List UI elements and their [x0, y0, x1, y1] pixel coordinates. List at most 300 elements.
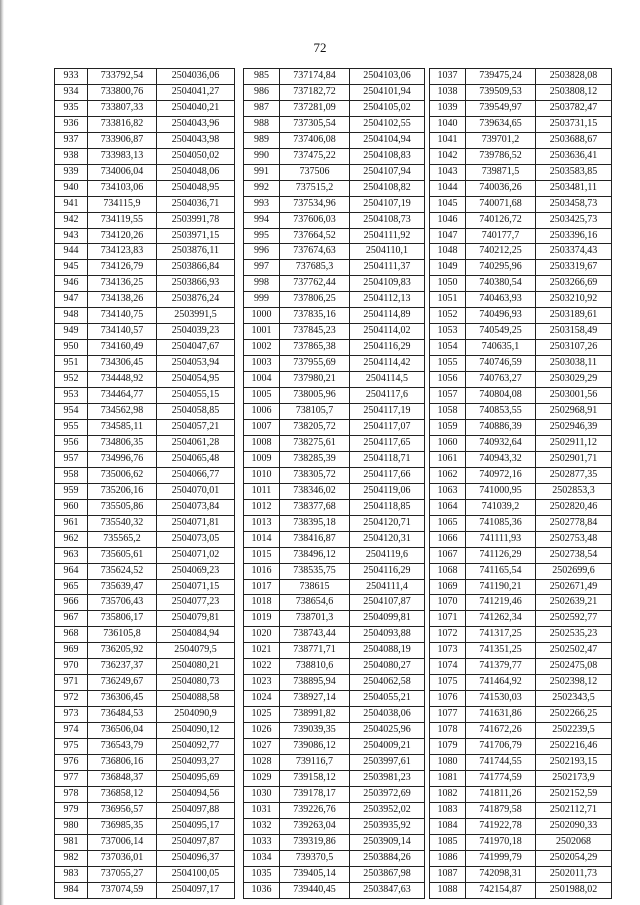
point-number-cell: 1065 — [430, 515, 466, 531]
x-coordinate-cell: 738275,61 — [280, 435, 350, 451]
y-coordinate-cell: 2504084,94 — [157, 627, 235, 643]
y-coordinate-cell: 2503867,98 — [350, 866, 425, 882]
point-number-cell: 981 — [55, 834, 88, 850]
y-coordinate-cell: 2503731,15 — [536, 116, 612, 132]
x-coordinate-cell: 742098,31 — [466, 866, 536, 882]
point-number-cell: 1040 — [430, 116, 466, 132]
table-row — [430, 563, 612, 579]
y-coordinate-cell: 2502671,49 — [536, 579, 612, 595]
point-number-cell: 1016 — [244, 563, 280, 579]
y-coordinate-cell: 2503972,69 — [350, 786, 425, 802]
table-row — [430, 723, 612, 739]
x-coordinate-cell: 734562,98 — [88, 404, 157, 420]
point-number-cell: 1050 — [430, 276, 466, 292]
table-row — [244, 340, 425, 356]
point-number-cell: 1068 — [430, 563, 466, 579]
y-coordinate-cell: 2504048,95 — [157, 180, 235, 196]
table-row — [430, 531, 612, 547]
point-number-cell: 1056 — [430, 372, 466, 388]
y-coordinate-cell: 2503866,84 — [157, 260, 235, 276]
x-coordinate-cell: 741970,18 — [466, 834, 536, 850]
y-coordinate-cell: 2504097,88 — [157, 802, 235, 818]
y-coordinate-cell: 2503458,73 — [536, 196, 612, 212]
x-coordinate-cell: 739263,04 — [280, 818, 350, 834]
table-row — [430, 404, 612, 420]
table-row — [244, 372, 425, 388]
table-row — [55, 739, 235, 755]
point-number-cell: 1019 — [244, 611, 280, 627]
table-row — [55, 483, 235, 499]
table-row — [430, 643, 612, 659]
table-row — [244, 69, 425, 85]
x-coordinate-cell: 736848,37 — [88, 770, 157, 786]
y-coordinate-cell: 2503636,41 — [536, 148, 612, 164]
point-number-cell: 937 — [55, 132, 88, 148]
y-coordinate-cell: 2504079,81 — [157, 611, 235, 627]
y-coordinate-cell: 2504061,28 — [157, 435, 235, 451]
y-coordinate-cell: 2504090,9 — [157, 707, 235, 723]
point-number-cell: 945 — [55, 260, 88, 276]
y-coordinate-cell: 2503688,67 — [536, 132, 612, 148]
point-number-cell: 938 — [55, 148, 88, 164]
x-coordinate-cell: 739440,45 — [280, 882, 350, 898]
y-coordinate-cell: 2504099,81 — [350, 611, 425, 627]
y-coordinate-cell: 2503107,26 — [536, 340, 612, 356]
x-coordinate-cell: 733983,13 — [88, 148, 157, 164]
x-coordinate-cell: 741190,21 — [466, 579, 536, 595]
x-coordinate-cell: 739116,7 — [280, 754, 350, 770]
table-row — [244, 116, 425, 132]
y-coordinate-cell: 2504107,94 — [350, 164, 425, 180]
y-coordinate-cell: 2502112,71 — [536, 802, 612, 818]
y-coordinate-cell: 2504108,82 — [350, 180, 425, 196]
point-number-cell: 999 — [244, 292, 280, 308]
table-row — [430, 707, 612, 723]
y-coordinate-cell: 2504036,71 — [157, 196, 235, 212]
y-coordinate-cell: 2504110,1 — [350, 244, 425, 260]
point-number-cell: 1027 — [244, 739, 280, 755]
table-row — [244, 802, 425, 818]
point-number-cell: 995 — [244, 228, 280, 244]
table-row — [244, 244, 425, 260]
table-row — [244, 515, 425, 531]
point-number-cell: 1028 — [244, 754, 280, 770]
point-number-cell: 1071 — [430, 611, 466, 627]
y-coordinate-cell: 2504112,13 — [350, 292, 425, 308]
point-number-cell: 960 — [55, 499, 88, 515]
point-number-cell: 1060 — [430, 435, 466, 451]
point-number-cell: 1084 — [430, 818, 466, 834]
y-coordinate-cell: 2504077,23 — [157, 595, 235, 611]
x-coordinate-cell: 740295,96 — [466, 260, 536, 276]
point-number-cell: 1051 — [430, 292, 466, 308]
y-coordinate-cell: 2504043,96 — [157, 116, 235, 132]
point-number-cell: 941 — [55, 196, 88, 212]
y-coordinate-cell: 2504069,23 — [157, 563, 235, 579]
y-coordinate-cell: 2504117,6 — [350, 388, 425, 404]
table-row — [430, 691, 612, 707]
x-coordinate-cell: 734996,76 — [88, 451, 157, 467]
table-row — [244, 276, 425, 292]
y-coordinate-cell: 2504111,37 — [350, 260, 425, 276]
x-coordinate-cell: 737685,3 — [280, 260, 350, 276]
table-row — [244, 148, 425, 164]
y-coordinate-cell: 2504093,88 — [350, 627, 425, 643]
table-row — [55, 850, 235, 866]
point-number-cell: 943 — [55, 228, 88, 244]
point-number-cell: 1076 — [430, 691, 466, 707]
point-number-cell: 1055 — [430, 356, 466, 372]
table-row — [55, 132, 235, 148]
y-coordinate-cell: 2504040,21 — [157, 100, 235, 116]
y-coordinate-cell: 2502877,35 — [536, 467, 612, 483]
x-coordinate-cell: 740804,08 — [466, 388, 536, 404]
point-number-cell: 975 — [55, 739, 88, 755]
table-row — [244, 196, 425, 212]
point-number-cell: 954 — [55, 404, 88, 420]
x-coordinate-cell: 734464,77 — [88, 388, 157, 404]
point-number-cell: 1049 — [430, 260, 466, 276]
point-number-cell: 968 — [55, 627, 88, 643]
y-coordinate-cell: 2504095,17 — [157, 818, 235, 834]
x-coordinate-cell: 735639,47 — [88, 579, 157, 595]
table-row — [55, 723, 235, 739]
table-row — [55, 419, 235, 435]
point-number-cell: 1062 — [430, 467, 466, 483]
x-coordinate-cell: 736237,37 — [88, 659, 157, 675]
table-row — [430, 754, 612, 770]
y-coordinate-cell: 2504088,19 — [350, 643, 425, 659]
table-row — [430, 451, 612, 467]
y-coordinate-cell: 2504120,71 — [350, 515, 425, 531]
table-row — [244, 499, 425, 515]
x-coordinate-cell: 737475,22 — [280, 148, 350, 164]
y-coordinate-cell: 2502216,46 — [536, 739, 612, 755]
y-coordinate-cell: 2504094,56 — [157, 786, 235, 802]
table-row — [55, 308, 235, 324]
coordinates-table-3 — [429, 68, 612, 899]
table-row — [55, 451, 235, 467]
x-coordinate-cell: 740126,72 — [466, 212, 536, 228]
table-row — [244, 435, 425, 451]
x-coordinate-cell: 739871,5 — [466, 164, 536, 180]
y-coordinate-cell: 2504111,4 — [350, 579, 425, 595]
y-coordinate-cell: 2502090,33 — [536, 818, 612, 834]
y-coordinate-cell: 2504048,06 — [157, 164, 235, 180]
y-coordinate-cell: 2502592,77 — [536, 611, 612, 627]
x-coordinate-cell: 738927,14 — [280, 691, 350, 707]
y-coordinate-cell: 2502266,25 — [536, 707, 612, 723]
table-row — [244, 547, 425, 563]
x-coordinate-cell: 733816,82 — [88, 116, 157, 132]
x-coordinate-cell: 738205,72 — [280, 419, 350, 435]
x-coordinate-cell: 739226,76 — [280, 802, 350, 818]
x-coordinate-cell: 736956,57 — [88, 802, 157, 818]
point-number-cell: 1006 — [244, 404, 280, 420]
x-coordinate-cell: 739634,65 — [466, 116, 536, 132]
x-coordinate-cell: 734126,79 — [88, 260, 157, 276]
point-number-cell: 964 — [55, 563, 88, 579]
y-coordinate-cell: 2504088,58 — [157, 691, 235, 707]
y-coordinate-cell: 2504108,83 — [350, 148, 425, 164]
y-coordinate-cell: 2502343,5 — [536, 691, 612, 707]
point-number-cell: 1033 — [244, 834, 280, 850]
table-row — [244, 675, 425, 691]
y-coordinate-cell: 2504036,06 — [157, 69, 235, 85]
point-number-cell: 997 — [244, 260, 280, 276]
table-row — [55, 691, 235, 707]
point-number-cell: 1080 — [430, 754, 466, 770]
table-row — [244, 818, 425, 834]
table-row — [430, 228, 612, 244]
point-number-cell: 1025 — [244, 707, 280, 723]
point-number-cell: 990 — [244, 148, 280, 164]
table-row — [55, 595, 235, 611]
point-number-cell: 977 — [55, 770, 88, 786]
x-coordinate-cell: 738105,7 — [280, 404, 350, 420]
table-row — [430, 276, 612, 292]
table-row — [244, 467, 425, 483]
table-row — [55, 324, 235, 340]
x-coordinate-cell: 741039,2 — [466, 499, 536, 515]
y-coordinate-cell: 2504118,71 — [350, 451, 425, 467]
y-coordinate-cell: 2502820,46 — [536, 499, 612, 515]
x-coordinate-cell: 739701,2 — [466, 132, 536, 148]
x-coordinate-cell: 741922,78 — [466, 818, 536, 834]
x-coordinate-cell: 740071,68 — [466, 196, 536, 212]
point-number-cell: 1031 — [244, 802, 280, 818]
x-coordinate-cell: 740635,1 — [466, 340, 536, 356]
x-coordinate-cell: 736306,45 — [88, 691, 157, 707]
table-row — [244, 451, 425, 467]
table-row — [244, 388, 425, 404]
y-coordinate-cell: 2504116,29 — [350, 340, 425, 356]
point-number-cell: 988 — [244, 116, 280, 132]
point-number-cell: 1069 — [430, 579, 466, 595]
point-number-cell: 1026 — [244, 723, 280, 739]
table-row — [244, 132, 425, 148]
y-coordinate-cell: 2504073,05 — [157, 531, 235, 547]
x-coordinate-cell: 735505,86 — [88, 499, 157, 515]
x-coordinate-cell: 736205,92 — [88, 643, 157, 659]
x-coordinate-cell: 734806,35 — [88, 435, 157, 451]
x-coordinate-cell: 739405,14 — [280, 866, 350, 882]
x-coordinate-cell: 741999,79 — [466, 850, 536, 866]
table-row — [244, 164, 425, 180]
table-row — [244, 356, 425, 372]
table-row — [430, 866, 612, 882]
table-row — [244, 627, 425, 643]
x-coordinate-cell: 740853,55 — [466, 404, 536, 420]
y-coordinate-cell: 2503396,16 — [536, 228, 612, 244]
x-coordinate-cell: 739475,24 — [466, 69, 536, 85]
x-coordinate-cell: 735605,61 — [88, 547, 157, 563]
x-coordinate-cell: 740036,26 — [466, 180, 536, 196]
y-coordinate-cell: 2504107,19 — [350, 196, 425, 212]
table-row — [430, 802, 612, 818]
table-row — [55, 675, 235, 691]
point-number-cell: 967 — [55, 611, 88, 627]
x-coordinate-cell: 737036,01 — [88, 850, 157, 866]
y-coordinate-cell: 2503884,26 — [350, 850, 425, 866]
y-coordinate-cell: 2503038,11 — [536, 356, 612, 372]
x-coordinate-cell: 734138,26 — [88, 292, 157, 308]
point-number-cell: 1043 — [430, 164, 466, 180]
point-number-cell: 1078 — [430, 723, 466, 739]
x-coordinate-cell: 737806,25 — [280, 292, 350, 308]
x-coordinate-cell: 741464,92 — [466, 675, 536, 691]
table-row — [55, 882, 235, 898]
table-row — [244, 212, 425, 228]
x-coordinate-cell: 738654,6 — [280, 595, 350, 611]
point-number-cell: 1024 — [244, 691, 280, 707]
point-number-cell: 940 — [55, 180, 88, 196]
x-coordinate-cell: 741262,34 — [466, 611, 536, 627]
table-row — [55, 754, 235, 770]
x-coordinate-cell: 741379,77 — [466, 659, 536, 675]
x-coordinate-cell: 740886,39 — [466, 419, 536, 435]
table-row — [55, 100, 235, 116]
y-coordinate-cell: 2503876,24 — [157, 292, 235, 308]
x-coordinate-cell: 740943,32 — [466, 451, 536, 467]
x-coordinate-cell: 737955,69 — [280, 356, 350, 372]
point-number-cell: 942 — [55, 212, 88, 228]
point-number-cell: 1088 — [430, 882, 466, 898]
x-coordinate-cell: 738810,6 — [280, 659, 350, 675]
y-coordinate-cell: 2502535,23 — [536, 627, 612, 643]
table-row — [244, 595, 425, 611]
y-coordinate-cell: 2503374,43 — [536, 244, 612, 260]
table-row — [55, 563, 235, 579]
y-coordinate-cell: 2504111,92 — [350, 228, 425, 244]
point-number-cell: 986 — [244, 84, 280, 100]
y-coordinate-cell: 2503266,69 — [536, 276, 612, 292]
y-coordinate-cell: 2504073,84 — [157, 499, 235, 515]
table-row — [55, 659, 235, 675]
y-coordinate-cell: 2503158,49 — [536, 324, 612, 340]
x-coordinate-cell: 736506,04 — [88, 723, 157, 739]
y-coordinate-cell: 2504101,94 — [350, 84, 425, 100]
y-coordinate-cell: 2503029,29 — [536, 372, 612, 388]
y-coordinate-cell: 2504039,23 — [157, 324, 235, 340]
y-coordinate-cell: 2502054,29 — [536, 850, 612, 866]
x-coordinate-cell: 738346,02 — [280, 483, 350, 499]
x-coordinate-cell: 742154,87 — [466, 882, 536, 898]
y-coordinate-cell: 2504080,73 — [157, 675, 235, 691]
x-coordinate-cell: 737281,09 — [280, 100, 350, 116]
y-coordinate-cell: 2504093,27 — [157, 754, 235, 770]
point-number-cell: 973 — [55, 707, 88, 723]
point-number-cell: 1034 — [244, 850, 280, 866]
x-coordinate-cell: 737835,16 — [280, 308, 350, 324]
point-number-cell: 1004 — [244, 372, 280, 388]
point-number-cell: 1010 — [244, 467, 280, 483]
point-number-cell: 1021 — [244, 643, 280, 659]
y-coordinate-cell: 2504079,5 — [157, 643, 235, 659]
point-number-cell: 1014 — [244, 531, 280, 547]
point-number-cell: 1002 — [244, 340, 280, 356]
x-coordinate-cell: 735206,16 — [88, 483, 157, 499]
x-coordinate-cell: 741672,26 — [466, 723, 536, 739]
point-number-cell: 946 — [55, 276, 88, 292]
x-coordinate-cell: 738535,75 — [280, 563, 350, 579]
point-number-cell: 1054 — [430, 340, 466, 356]
y-coordinate-cell: 2503001,56 — [536, 388, 612, 404]
table-row — [244, 419, 425, 435]
y-coordinate-cell: 2503481,11 — [536, 180, 612, 196]
y-coordinate-cell: 2502475,08 — [536, 659, 612, 675]
x-coordinate-cell: 738895,94 — [280, 675, 350, 691]
y-coordinate-cell: 2504071,81 — [157, 515, 235, 531]
point-number-cell: 1020 — [244, 627, 280, 643]
x-coordinate-cell: 739786,52 — [466, 148, 536, 164]
point-number-cell: 950 — [55, 340, 88, 356]
point-number-cell: 934 — [55, 84, 88, 100]
x-coordinate-cell: 741000,95 — [466, 483, 536, 499]
x-coordinate-cell: 738305,72 — [280, 467, 350, 483]
table-row — [430, 595, 612, 611]
table-row — [244, 404, 425, 420]
table-row — [430, 675, 612, 691]
y-coordinate-cell: 2502699,6 — [536, 563, 612, 579]
point-number-cell: 1047 — [430, 228, 466, 244]
x-coordinate-cell: 733792,54 — [88, 69, 157, 85]
table-row — [430, 212, 612, 228]
x-coordinate-cell: 734120,26 — [88, 228, 157, 244]
y-coordinate-cell: 2504066,77 — [157, 467, 235, 483]
table-row — [430, 435, 612, 451]
point-number-cell: 985 — [244, 69, 280, 85]
point-number-cell: 1032 — [244, 818, 280, 834]
y-coordinate-cell: 2502173,9 — [536, 770, 612, 786]
point-number-cell: 1087 — [430, 866, 466, 882]
table-row — [430, 515, 612, 531]
point-number-cell: 1067 — [430, 547, 466, 563]
point-number-cell: 962 — [55, 531, 88, 547]
point-number-cell: 1042 — [430, 148, 466, 164]
y-coordinate-cell: 2503971,15 — [157, 228, 235, 244]
y-coordinate-cell: 2504097,87 — [157, 834, 235, 850]
point-number-cell: 1058 — [430, 404, 466, 420]
y-coordinate-cell: 2504053,94 — [157, 356, 235, 372]
y-coordinate-cell: 2502068 — [536, 834, 612, 850]
point-number-cell: 1077 — [430, 707, 466, 723]
point-number-cell: 1082 — [430, 786, 466, 802]
table-row — [55, 435, 235, 451]
table-row — [244, 707, 425, 723]
y-coordinate-cell: 2504054,95 — [157, 372, 235, 388]
y-coordinate-cell: 2501988,02 — [536, 882, 612, 898]
point-number-cell: 959 — [55, 483, 88, 499]
table-row — [430, 579, 612, 595]
x-coordinate-cell: 738743,44 — [280, 627, 350, 643]
table-row — [430, 116, 612, 132]
x-coordinate-cell: 734103,06 — [88, 180, 157, 196]
y-coordinate-cell: 2504057,21 — [157, 419, 235, 435]
table-row — [55, 212, 235, 228]
x-coordinate-cell: 739158,12 — [280, 770, 350, 786]
x-coordinate-cell: 739370,5 — [280, 850, 350, 866]
x-coordinate-cell: 740177,7 — [466, 228, 536, 244]
x-coordinate-cell: 734136,25 — [88, 276, 157, 292]
table-row — [55, 802, 235, 818]
x-coordinate-cell: 737182,72 — [280, 84, 350, 100]
y-coordinate-cell: 2503876,11 — [157, 244, 235, 260]
table-row — [55, 547, 235, 563]
x-coordinate-cell: 737664,52 — [280, 228, 350, 244]
x-coordinate-cell: 736484,53 — [88, 707, 157, 723]
table-row — [55, 515, 235, 531]
